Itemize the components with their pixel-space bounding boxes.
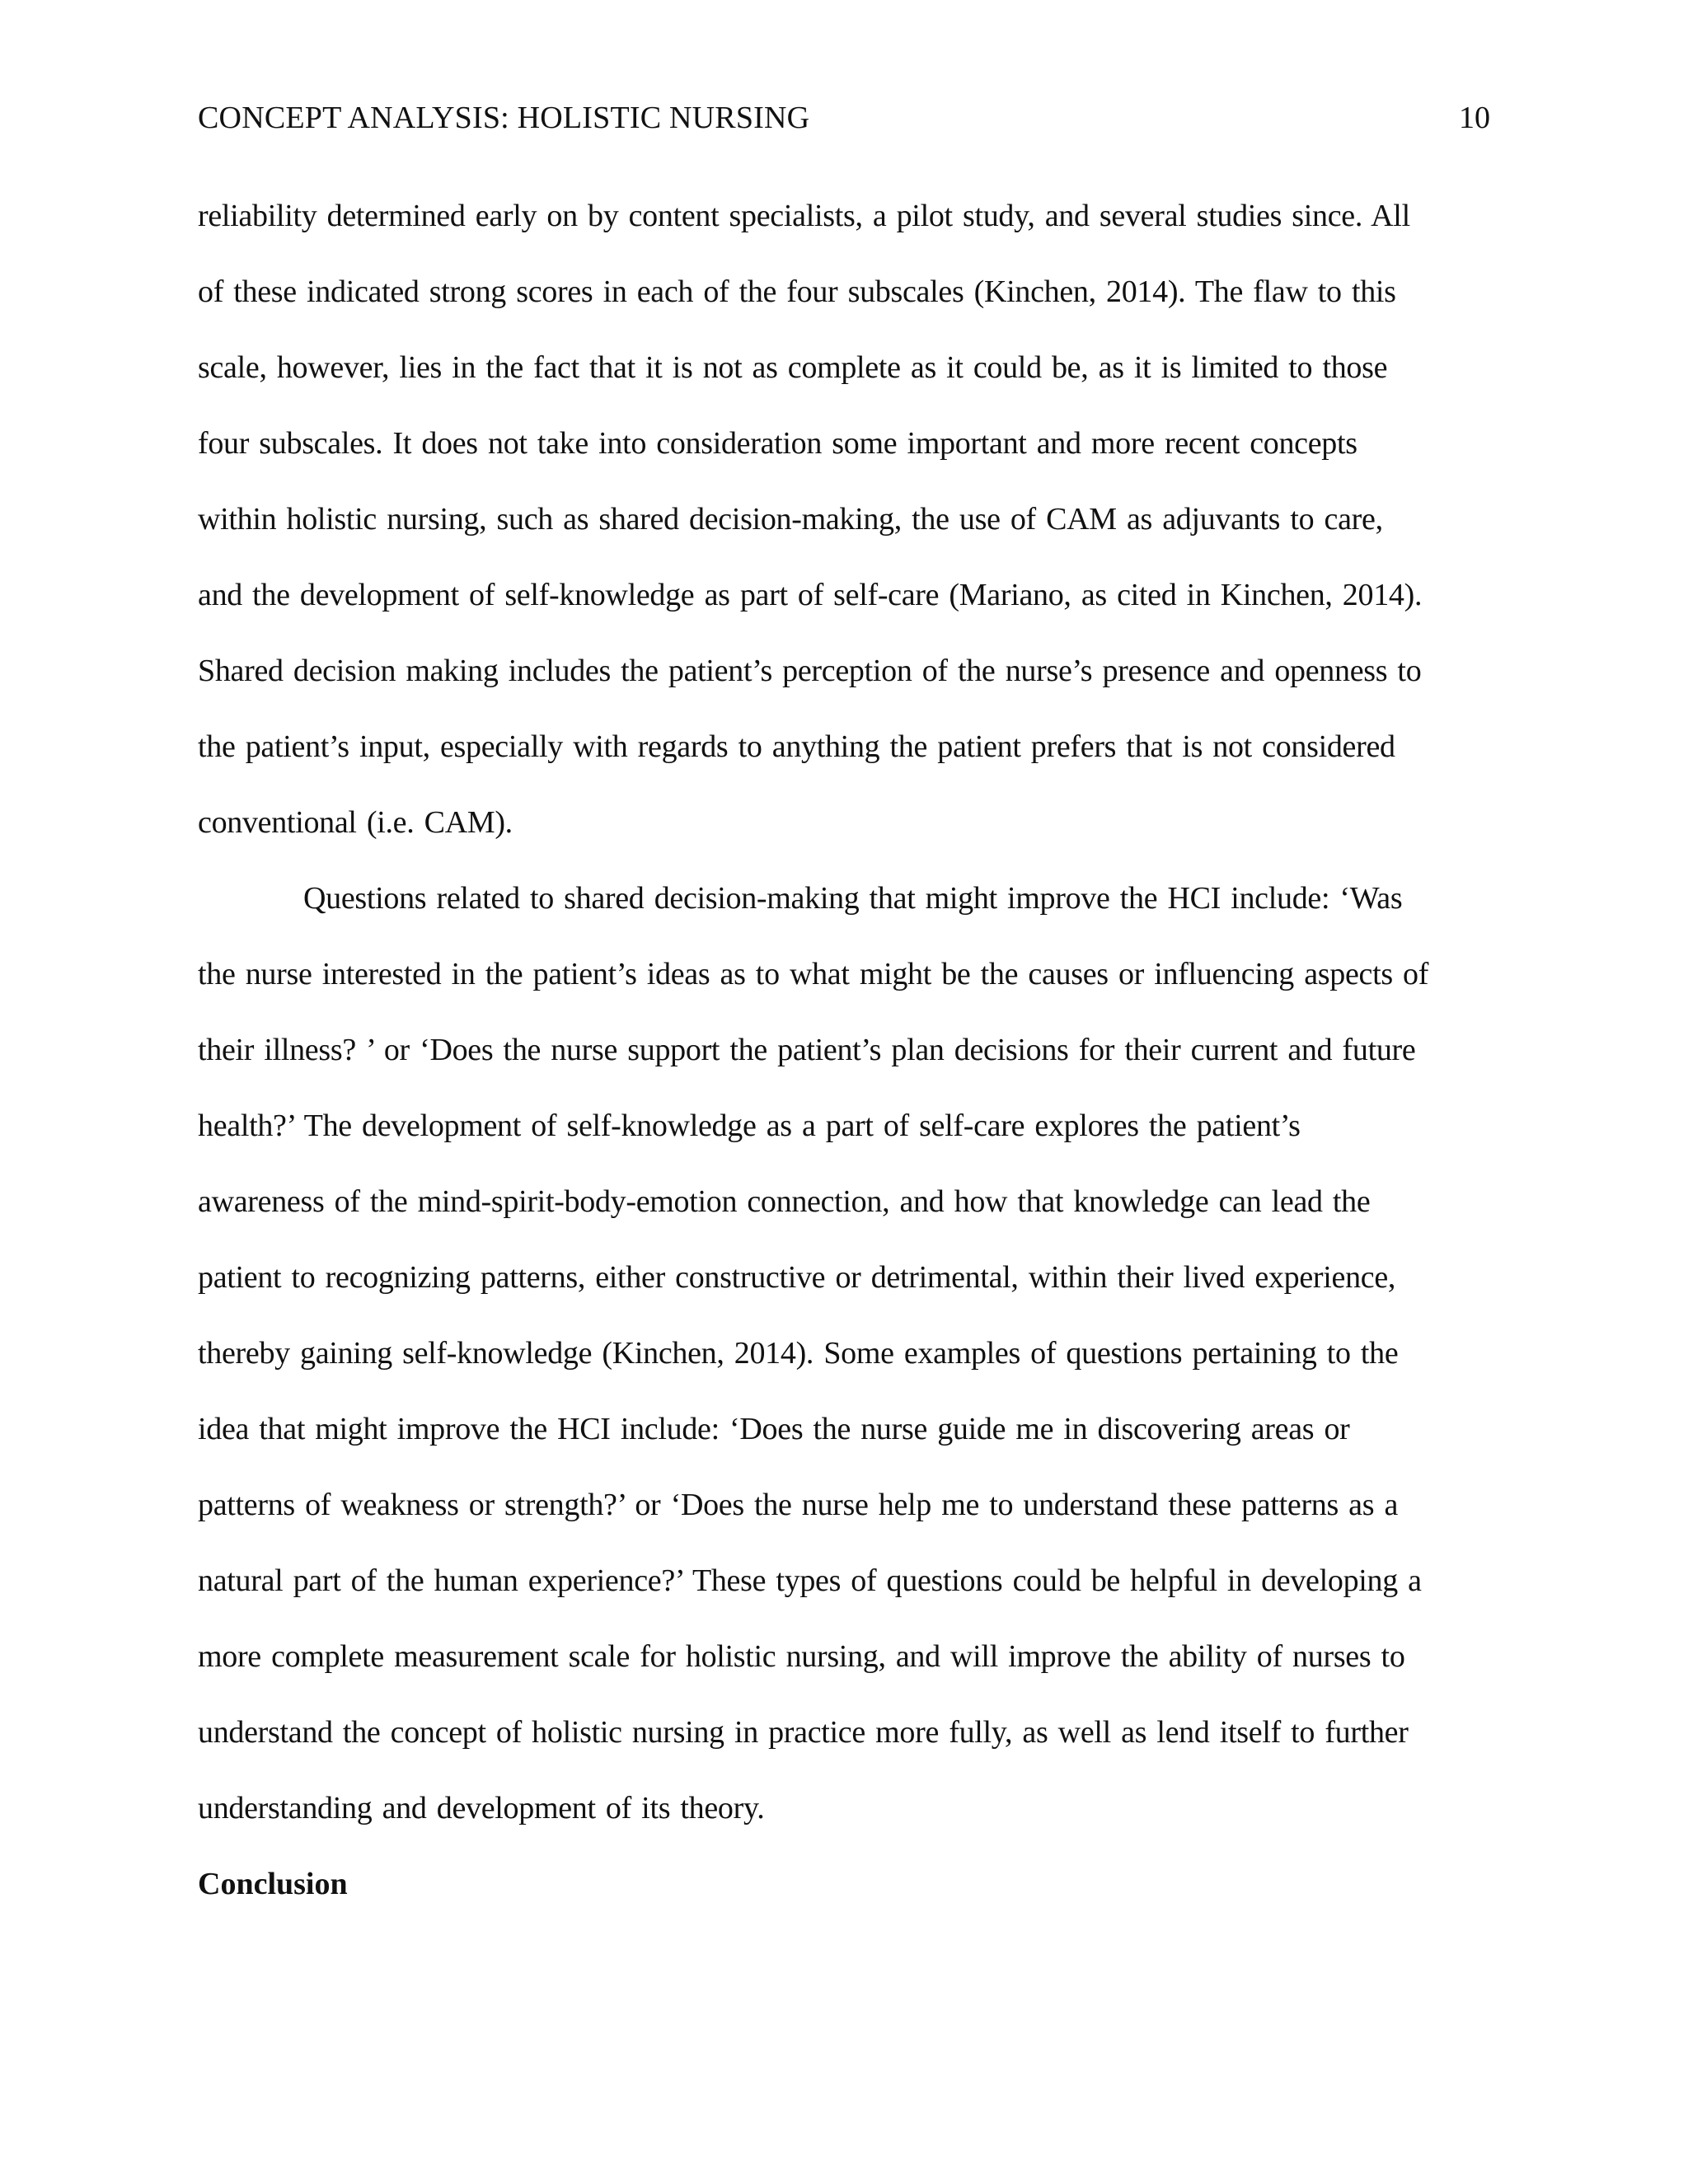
paragraph-first-line: Questions related to shared decision-making that might improve the HCI include: ‘Was [303, 881, 1403, 916]
body-line: idea that might improve the HCI include: ‘Does the nurse guide me in discovering areas or [198, 1412, 1350, 1446]
body-line: awareness of the mind-spirit-body-emotion connection, and how that knowledge can lead the [198, 1184, 1371, 1219]
body-line: reliability determined early on by content specialists, a pilot study, and several studies since. All [198, 199, 1410, 233]
body-line: the nurse interested in the patient’s ideas as to what might be the causes or influencing aspects of [198, 957, 1429, 991]
running-head-title: CONCEPT ANALYSIS: HOLISTIC NURSING [198, 101, 810, 135]
running-head [198, 97, 1490, 138]
body-line: the patient’s input, especially with regards to anything the patient prefers that is not considered [198, 729, 1395, 764]
body-line: within holistic nursing, such as shared decision-making, the use of CAM as adjuvants to care, [198, 502, 1383, 537]
page-number: 10 [1459, 101, 1490, 135]
body-line: of these indicated strong scores in each of the four subscales (Kinchen, 2014). The flaw to this [198, 274, 1396, 309]
body-line: scale, however, lies in the fact that it is not as complete as it could be, as it is limited to those [198, 350, 1388, 385]
body-line: understand the concept of holistic nursing in practice more fully, as well as lend itself to further [198, 1715, 1409, 1750]
body-line: more complete measurement scale for holistic nursing, and will improve the ability of nurses to [198, 1639, 1405, 1674]
body-line: thereby gaining self-knowledge (Kinchen, 2014). Some examples of questions pertaining to the [198, 1336, 1399, 1371]
body-line: patterns of weakness or strength?’ or ‘Does the nurse help me to understand these patterns as a [198, 1488, 1399, 1522]
body-line: four subscales. It does not take into consideration some important and more recent concepts [198, 426, 1357, 461]
body-line: patient to recognizing patterns, either constructive or detrimental, within their lived experience, [198, 1260, 1396, 1295]
body-line: their illness? ’ or ‘Does the nurse support the patient’s plan decisions for their current and future [198, 1033, 1416, 1067]
body-line: Shared decision making includes the patient’s perception of the nurse’s presence and openness to [198, 654, 1422, 688]
body-line: natural part of the human experience?’ These types of questions could be helpful in developing a [198, 1563, 1422, 1598]
section-heading: Conclusion [198, 1867, 348, 1901]
body-line: health?’ The development of self-knowledge as a part of self-care explores the patient’s [198, 1108, 1301, 1143]
body-line: and the development of self-knowledge as part of self-care (Mariano, as cited in Kinchen, 2014). [198, 578, 1423, 612]
body-line: conventional (i.e. CAM). [198, 805, 513, 840]
body-text [198, 191, 1484, 1935]
body-line: understanding and development of its theory. [198, 1791, 765, 1825]
